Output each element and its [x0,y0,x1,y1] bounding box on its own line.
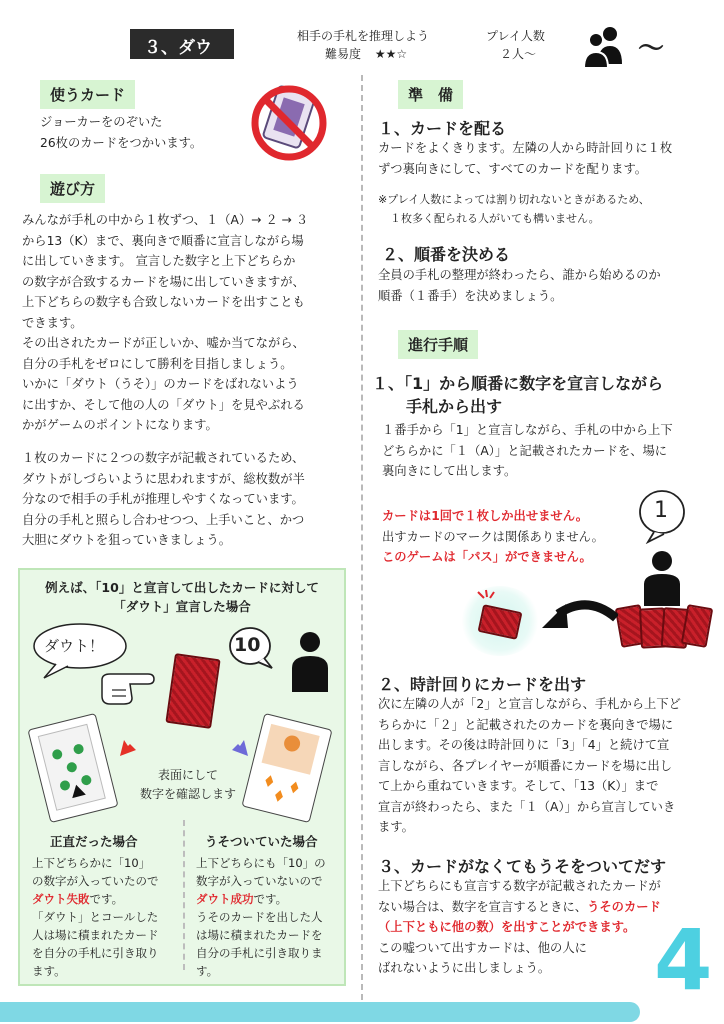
flow1-title-line: １、「1」から順番に数字を宣言しながら [372,374,664,393]
text-line: 裏向きにして出します。 [382,464,517,478]
liar-success: ダウト成功 [196,892,254,906]
cards-text-line: ジョーカーをのぞいた [40,115,163,129]
card-diamonds [241,713,332,823]
reveal-line: 数字を確認します [139,787,236,801]
text-line: て上から重ねていきます。そして、「13（K）」まで [378,779,659,793]
honest-line: ます。 [32,964,66,978]
example-box [18,568,346,986]
text-line: カードをよくきります。左隣の人から時計回りに１枚 [378,141,673,155]
text-line: に出していきます。 宣言した数字と上下どちらか [22,254,296,268]
text-line: に出すか、そして他の人の「ダウト」を見やぶれる [22,397,305,412]
person-icon [290,630,330,692]
pointing-hand-icon [98,666,158,706]
players-tilde: ～ [638,34,665,64]
text-line: から13（K）まで、裏向きで順番に宣言しながら場 [22,233,304,248]
honest-line: 「ダウト」とコールした [32,910,159,924]
text-line: ちらかに「２」と記載されたのカードを裏向きで場に [378,717,674,732]
arrow-down-left-icon [116,720,156,760]
text-line [378,897,661,918]
text-line: 順番（１番手）を決めましょう。 [378,288,563,303]
text-line: 上下どちらの数字も合致しないカードを出すことも [22,295,305,309]
difficulty-stars: ★★☆ [374,47,408,61]
note-line: ※プレイ人数によっては割り切れないときがあるため、 [378,193,650,206]
text-line: 全員の手札の整理が終わったら、誰から始めるのか [378,268,661,282]
text-line: かがゲームのポイントになります。 [22,418,218,432]
column-divider [361,75,363,1000]
number-bubble-text: 10 [234,634,261,656]
text-line: 宣言が終わったら、また「１（A）」から宣言していき [378,799,676,814]
honest-line: を自分の手札に引き取り [32,946,159,960]
hand-card [681,604,714,648]
text-line: 大胆にダウトを狙っていきましょう。 [22,533,232,547]
howto-paragraph-1 [22,210,344,436]
players-icon [582,24,626,68]
lie-card-emphasis-2: （上下ともに他の数）を出すことができます。 [378,920,636,934]
text-line: どちらかに「１（A）」と記載されたカードを、場に [382,443,668,458]
honest-line: の数字が入っていたので [32,874,159,888]
flow1-rules [382,506,604,568]
step1-text [378,138,672,179]
text-line: ずつ裏向きにして、すべてのカードを配ります。 [378,161,648,176]
rule-no-pass: このゲームは「パス」ができません。 [382,550,592,564]
text-line: この嘘ついて出すカードは、他の人に [378,940,587,955]
cards-text-line: 26枚のカードをつかいます。 [40,135,203,150]
liar-line: 数字が入っていないので [196,874,323,888]
liar-line: す。 [196,964,219,978]
rule-suit: 出すカードのマークは関係ありません。 [382,529,604,544]
flow1-title-line: 手札から出す [406,397,503,416]
cards-badge: 使うカード [40,80,135,109]
honest-fail-suffix: です。 [89,892,124,906]
player-icon [642,550,682,606]
liar-line: は場に積まれたカードを [196,928,323,942]
text-line: ます。 [378,820,414,834]
text-span: ない場合は、数字を宣言するときに、 [378,899,588,914]
difficulty-label: 難易度 [325,47,362,61]
sparkle-icon [474,588,498,608]
howto-paragraph-2 [22,448,344,551]
step1-title: １、カードを配る [378,119,507,138]
text-line: 自分の手札をゼロにして勝利を目指しましょう。 [22,356,293,371]
text-line: その出されたカードが正しいか、嘘か当てながら、 [22,336,305,350]
flow2-title: ２、時計回りにカードを出す [378,675,587,694]
text-line: 分なので相手の手札が推理しやすくなっています。 [22,492,304,506]
liar-text [196,854,346,980]
diamonds-icon [243,714,329,819]
flow3-text [378,876,661,979]
page-number: 4 [654,911,713,1009]
text-line: 次に左隣の人が「2」と宣言しながら、手札から上下ど [378,697,681,711]
example-title-line: 「ダウト」宣言した場合 [113,599,251,614]
example-title [20,578,344,616]
text-line: １番手から「1」と宣言しながら、手札の中から上下 [382,423,673,437]
page-title: ３、ダウト [130,29,234,59]
liar-line: うそのカードを出した人 [196,910,323,924]
reveal-line: 表面にして [157,768,218,782]
text-line: いかに「ダウト（うそ）」のカードをばれないよう [22,377,299,391]
step2-title: ２、順番を決める [382,245,511,264]
text-line: みんなが手札の中から１枚ずつ、１（A）→ ２ → ３ [22,213,309,227]
note-line: １枚多く配られる人がいても構いません。 [390,212,600,225]
liar-title: うそついていた場合 [205,834,318,849]
honest-line [32,890,182,908]
players-label: プレイ人数 [486,29,545,43]
number-one-bubble-text: 1 [654,498,668,523]
reveal-text [128,766,248,804]
players-value: ２人～ [500,47,537,61]
curved-arrow-icon [532,598,618,638]
honest-line: 人は場に積まれたカード [32,928,159,942]
text-line: できます。 [22,315,83,330]
flow1-title [372,372,663,418]
speech-bubble-text: ダウト！ [44,637,105,655]
liar-line: 自分の手札に引き取りま [196,946,323,960]
text-line: の数字が合致するカードを場に出していきますが、 [22,274,305,289]
step1-note [378,190,650,228]
flow-badge: 進行手順 [398,330,478,359]
clubs-icon [29,715,115,820]
step2-text [378,265,661,306]
honest-line: 上下どちらかに「10」 [32,856,151,870]
liar-line: 上下どちらにも「10」の [196,856,326,870]
honest-text [32,854,182,980]
honest-title: 正直だった場合 [50,834,138,849]
lie-card-emphasis: うそのカード [587,899,661,914]
text-line: 自分の手札と照らし合わせつつ、上手いこと、かつ [22,512,305,527]
text-line: 言しながら、各プレイヤーが順番にカードを場に出し [378,758,673,773]
face-down-card [165,653,220,729]
arrow-down-right-icon [212,720,252,760]
text-line: 上下どちらにも宣言する数字が記載されたカードが [378,879,661,893]
text-line: １枚のカードに２つの数字が記載されているため、 [22,451,305,465]
flow3-title: ３、カードがなくてもうそをついてだす [378,857,667,876]
prep-badge: 準 備 [398,80,463,109]
difficulty [325,45,407,62]
flow2-text [378,694,681,838]
text-line: ばれないように出しましょう。 [378,961,551,975]
subtitle: 相手の手札を推理しよう [297,29,430,43]
rule-one-card: カードは1回で１枚しか出せません。 [382,509,589,523]
liar-success-suffix: です。 [253,892,288,906]
liar-line [196,890,346,908]
honest-fail: ダウト失敗 [32,892,90,906]
example-title-line: 例えば、「10」と宣言して出したカードに対して [45,580,319,595]
howto-badge: 遊び方 [40,174,105,203]
card-clubs [27,713,118,823]
bottom-bar [0,1002,640,1022]
flow1-text [382,420,673,482]
no-joker-icon [246,80,332,166]
text-line: 出します。その後は時計回りに「3」「4」と続けて宣 [378,738,670,752]
cards-text [40,112,202,153]
example-divider [183,820,185,970]
text-line: ダウトがしづらいように思われますが、総枚数が半 [22,471,305,486]
